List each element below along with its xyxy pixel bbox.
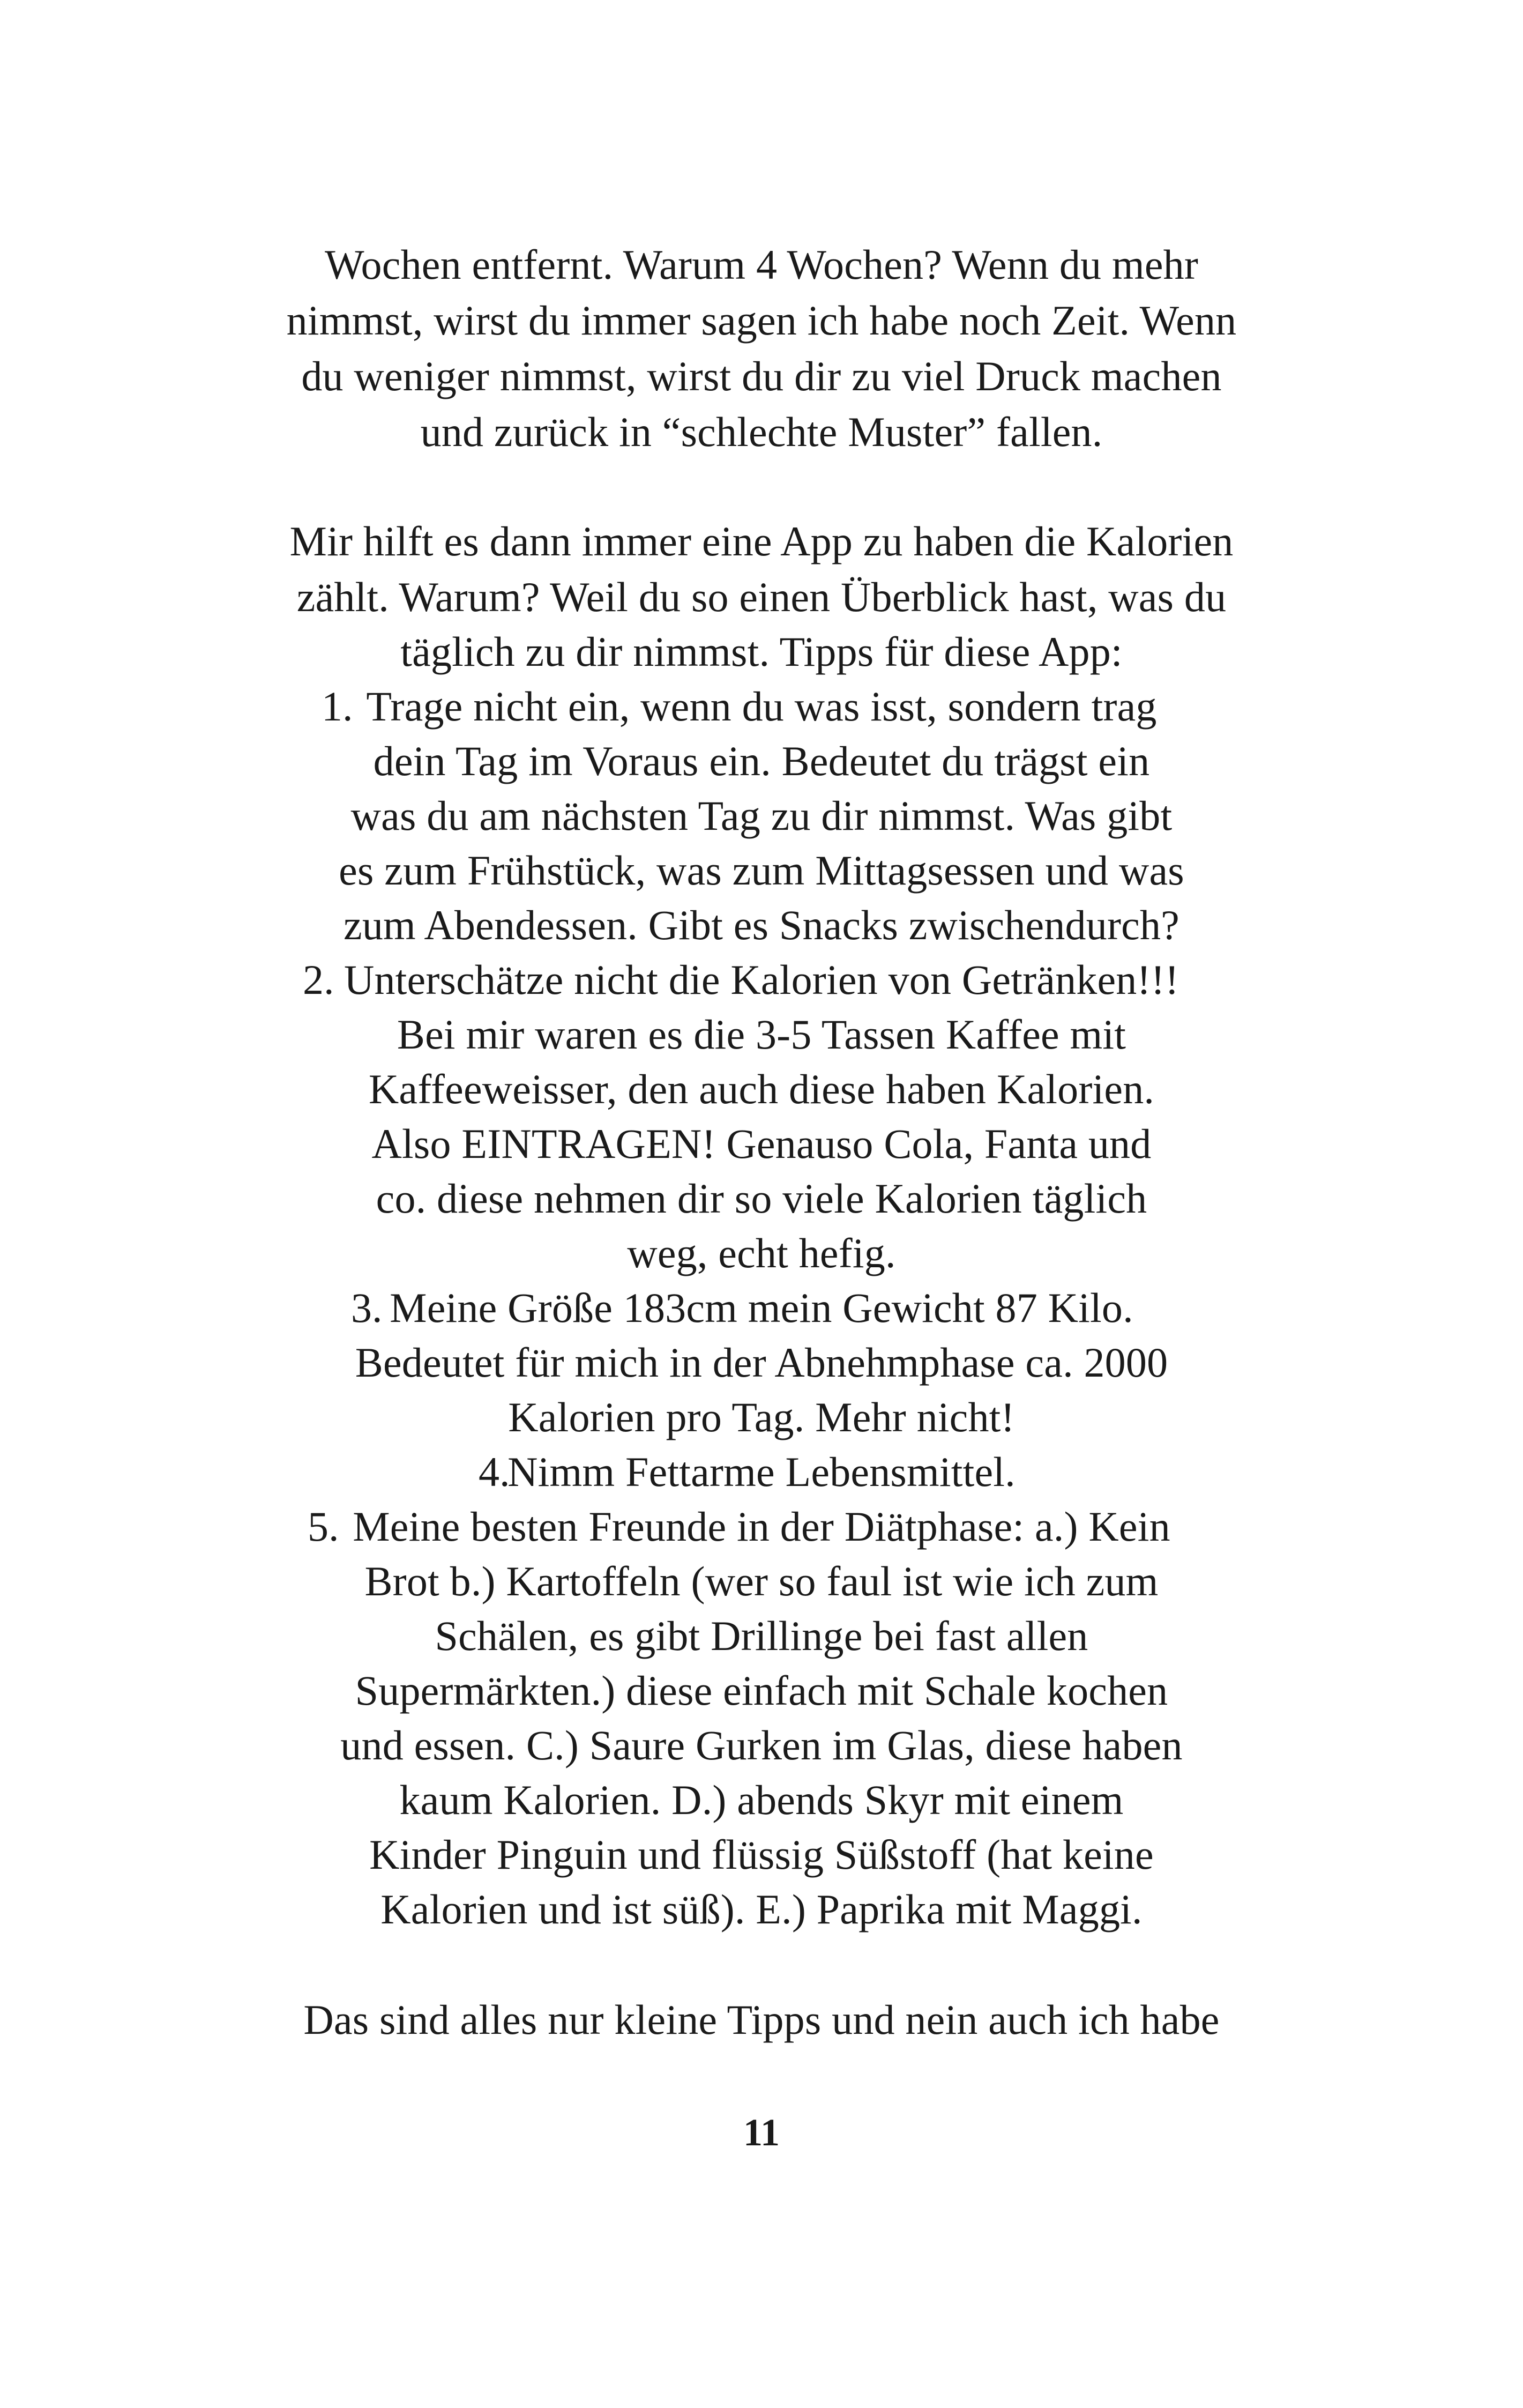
list-item-3-line-1: Meine Größe 183cm mein Gewicht 87 Kilo. — [390, 1284, 1133, 1331]
paragraph-1-line-4: und zurück in “schlechte Muster” fallen. — [420, 408, 1103, 455]
list-item-1-line-5: zum Abendessen. Gibt es Snacks zwischendurch? — [344, 902, 1179, 948]
list-item-5-line-6: kaum Kalorien. D.) abends Skyr mit einem — [399, 1777, 1124, 1823]
page-number: 11 — [743, 2111, 780, 2154]
list-item-3-line-2: Bedeutet für mich in der Abnehmphase ca. 2000 — [355, 1339, 1168, 1386]
list-item-1-number: 1. — [322, 683, 353, 730]
list-item-2-line-6: weg, echt hefig. — [627, 1230, 896, 1276]
list-item-5-line-7: Kinder Pinguin und flüssig Süßstoff (hat keine — [369, 1831, 1154, 1878]
paragraph-1-line-2: nimmst, wirst du immer sagen ich habe noch Zeit. Wenn — [286, 297, 1237, 344]
list-item-5-line-1: Meine besten Freunde in der Diätphase: a.) Kein — [353, 1503, 1170, 1550]
paragraph-2-line-3: täglich zu dir nimmst. Tipps für diese App: — [400, 628, 1123, 675]
paragraph-3-line-1: Das sind alles nur kleine Tipps und nein auch ich habe — [303, 1996, 1220, 2043]
list-item-4-number: 4. — [479, 1448, 510, 1495]
list-item-2-line-5: co. diese nehmen dir so viele Kalorien täglich — [376, 1175, 1147, 1222]
list-item-5-line-5: und essen. C.) Saure Gurken im Glas, diese haben — [340, 1722, 1183, 1768]
list-item-2-line-1: Unterschätze nicht die Kalorien von Getränken!!! — [344, 956, 1179, 1003]
list-item-2-line-3: Kaffeeweisser, den auch diese haben Kalorien. — [368, 1066, 1155, 1112]
list-item-1-line-3: was du am nächsten Tag zu dir nimmst. Was gibt — [350, 792, 1173, 839]
list-item-4-line-1: Nimm Fettarme Lebensmittel. — [507, 1448, 1016, 1495]
list-item-1-line-4: es zum Frühstück, was zum Mittagsessen und was — [339, 847, 1184, 894]
list-item-2-line-2: Bei mir waren es die 3-5 Tassen Kaffee mit — [397, 1011, 1126, 1058]
list-item-2-number: 2. — [303, 956, 334, 1003]
paragraph-1-line-3: du weniger nimmst, wirst du dir zu viel Druck machen — [301, 353, 1222, 399]
list-item-5-number: 5. — [308, 1503, 339, 1550]
list-item-5-line-4: Supermärkten.) diese einfach mit Schale kochen — [355, 1667, 1168, 1714]
list-item-3-number: 3. — [351, 1284, 383, 1331]
list-item-2-line-4: Also EINTRAGEN! Genauso Cola, Fanta und — [371, 1120, 1152, 1167]
paragraph-1-line-1: Wochen entfernt. Warum 4 Wochen? Wenn du mehr — [324, 241, 1199, 288]
paragraph-2-line-1: Mir hilft es dann immer eine App zu haben die Kalorien — [289, 518, 1234, 564]
paragraph-2-line-2: zählt. Warum? Weil du so einen Überblick hast, was du — [296, 574, 1227, 620]
list-item-1-line-1: Trage nicht ein, wenn du was isst, sondern trag — [366, 683, 1157, 730]
list-item-5-line-8: Kalorien und ist süß). E.) Paprika mit Maggi. — [380, 1886, 1143, 1933]
list-item-5-line-3: Schälen, es gibt Drillinge bei fast allen — [435, 1612, 1088, 1659]
list-item-3-line-3: Kalorien pro Tag. Mehr nicht! — [508, 1394, 1015, 1440]
list-item-5-line-2: Brot b.) Kartoffeln (wer so faul ist wie ich zum — [364, 1558, 1159, 1604]
list-item-1-line-2: dein Tag im Voraus ein. Bedeutet du trägst ein — [373, 738, 1150, 784]
